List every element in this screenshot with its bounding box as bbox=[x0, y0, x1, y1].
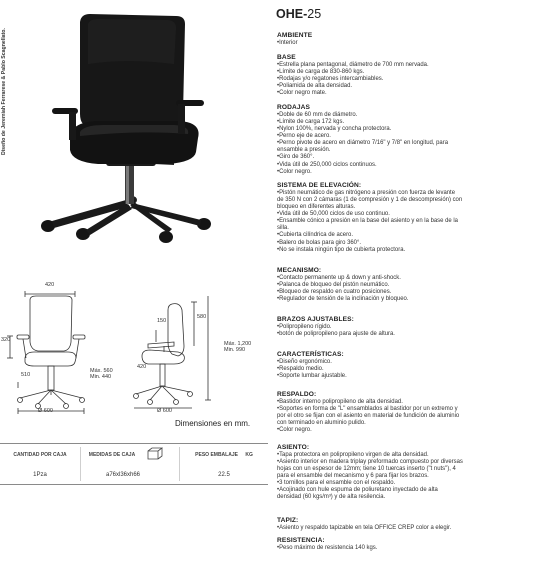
spec-line: •Rodajas y/o regatones intercambiables. bbox=[277, 75, 384, 82]
dim-total-height: Máx. 1,200 Min. 990 bbox=[224, 341, 252, 353]
spec-line: •Estrella plana pentagonal, diámetro de 700 mm nervada. bbox=[277, 61, 429, 68]
designer-credit bbox=[1, 28, 13, 156]
section-tapiz bbox=[277, 517, 532, 532]
spec-line: •Doble de 60 mm de diámetro. bbox=[277, 111, 358, 118]
spec-line: •Límite de carga de 830-860 kgs. bbox=[277, 68, 365, 75]
spec-line: •Contacto permanente up & down y anti-shock. bbox=[277, 274, 401, 281]
spec-line: hojas con un espesor de 12mm; tiene 10 tuercas inserto ("t nuts"), 4 bbox=[277, 465, 456, 472]
section-ambiente bbox=[277, 32, 532, 47]
spec-line: •Acojinado con hule espuma de poliuretano inyectado de alta bbox=[277, 487, 438, 494]
spec-line: •Perno eje de acero. bbox=[277, 132, 331, 139]
section-title: TAPIZ: bbox=[277, 517, 299, 524]
spec-line: •Nylon 100%, nervada y concha protectora. bbox=[277, 125, 392, 132]
spec-line: •Color negro mate. bbox=[277, 90, 327, 97]
section-title: BASE bbox=[277, 54, 296, 61]
spec-line: •No se instala ningún tipo de cubierta protectora. bbox=[277, 246, 406, 253]
spec-line: •Vida útil de 250,000 ciclos continuos. bbox=[277, 161, 377, 168]
section-sistema-elevacion bbox=[277, 182, 532, 254]
dim-side-base-diameter: Ø 600 bbox=[157, 408, 172, 414]
pack-weight-header bbox=[180, 452, 268, 458]
spec-line: •3 tornillos para el ensamble con el respaldo. bbox=[277, 480, 396, 487]
spec-line: •Peso máximo de resistencia 140 kgs. bbox=[277, 544, 378, 551]
section-caracteristicas bbox=[277, 351, 532, 380]
spec-line: •Vida útil de 50,000 ciclos de uso continuo. bbox=[277, 210, 390, 217]
section-title: MECANISMO: bbox=[277, 267, 322, 274]
box-icon bbox=[147, 447, 163, 460]
pack-box-size-value: a76xl36xh66 bbox=[105, 472, 141, 478]
dim-width: 420 bbox=[45, 282, 55, 288]
pack-weight-label: PESO EMBALAJE bbox=[195, 452, 238, 458]
spec-line: •Polipropileno rígido. bbox=[277, 323, 332, 330]
spec-line: •Bloqueo de respaldo en cuatro posiciones. bbox=[277, 288, 392, 295]
section-base bbox=[277, 54, 532, 97]
spec-line: •Tapa protectora en polipropileno virgen de alta densidad. bbox=[277, 451, 429, 458]
spec-line: •Límite de carga 172 kgs. bbox=[277, 118, 345, 125]
dim-arm-height: 320 bbox=[1, 337, 11, 343]
section-respaldo bbox=[277, 391, 532, 434]
spec-line: •Bastidor interno polipropileno de alta densidad. bbox=[277, 398, 403, 405]
section-brazos-ajustables bbox=[277, 316, 532, 338]
spec-line: densidad (60 kgs/m³) y de alta resilencia. bbox=[277, 494, 386, 501]
pack-quantity-value: 1Pza bbox=[33, 472, 47, 478]
pack-weight-unit: KG bbox=[245, 452, 253, 458]
spec-line: bloqueo en diferentes alturas. bbox=[277, 203, 356, 210]
section-title: ASIENTO: bbox=[277, 444, 310, 451]
spec-line: •Color negro. bbox=[277, 168, 312, 175]
spec-line: •Soportes en forma de "L" ensamblados al bastidor por un extremo y bbox=[277, 405, 458, 412]
pack-quantity-header: CANTIDAD POR CAJA bbox=[13, 452, 67, 458]
dimensions-note: Dimensiones en mm. bbox=[175, 419, 251, 428]
section-rodajas bbox=[277, 104, 532, 176]
spec-line: •Regulador de tensión de la inclinación y bloqueo. bbox=[277, 295, 409, 302]
spec-line: •Diseño ergonómico. bbox=[277, 358, 332, 365]
spec-line: •Cubierta cilíndrica de acero. bbox=[277, 232, 354, 239]
spec-line: •Balero de bolas para giro 360°. bbox=[277, 239, 362, 246]
pack-col-weight bbox=[180, 444, 268, 484]
spec-line: de 350 N con 2 cámaras (1 de compresión y 1 de descompresión) con bbox=[277, 196, 463, 203]
spec-line: •Respaldo medio. bbox=[277, 365, 324, 372]
spec-line: •Asiento interior en madera triplay preformado compuesto por diversas bbox=[277, 458, 463, 465]
section-title: BRAZOS AJUSTABLES: bbox=[277, 316, 354, 323]
section-title: CARACTERÍSTICAS: bbox=[277, 351, 344, 358]
designer-credit-text: Diseño de Jeremiah Ferrarese & Pablo Scagnellato. bbox=[1, 28, 7, 155]
spec-line: •Perno pivote de acero en diámetro 7/16" y 7/8" en longitud, para bbox=[277, 140, 449, 147]
packaging-table bbox=[0, 443, 268, 485]
section-title: SISTEMA DE ELEVACIÓN: bbox=[277, 182, 362, 189]
section-mecanismo bbox=[277, 267, 532, 303]
spec-line: •Pistón neumático de gas nitrógeno a presión con fuerza de levante bbox=[277, 189, 456, 196]
model-code bbox=[276, 7, 321, 21]
pack-col-box-size bbox=[81, 444, 179, 484]
section-title: RODAJAS bbox=[277, 104, 310, 111]
spec-line: •Giro de 360°. bbox=[277, 154, 315, 161]
spec-line: •Palanca de bloqueo del pistón neumático. bbox=[277, 281, 390, 288]
spec-line: •Poliamida de alta densidad. bbox=[277, 82, 353, 89]
pack-weight-value: 22.5 bbox=[218, 472, 230, 478]
section-title: RESISTENCIA: bbox=[277, 537, 325, 544]
spec-line: para el ensamble del mecanismo y 6 para fijar los brazos. bbox=[277, 472, 429, 479]
pack-box-size-header: MEDIDAS DE CAJA bbox=[88, 452, 136, 458]
spec-line: •Interior bbox=[277, 39, 298, 46]
spec-line: con terminado en aluminio pulido. bbox=[277, 419, 366, 426]
section-title: RESPALDO: bbox=[277, 391, 317, 398]
spec-line: •Asiento y respaldo tapizable en tela OFFICE CREP color a elegir. bbox=[277, 524, 452, 531]
section-resistencia bbox=[277, 537, 532, 552]
spec-line: •Color negro. bbox=[277, 427, 312, 434]
spec-line: •Ensamble cónico a presión en la base del asiento y en la base de la bbox=[277, 218, 458, 225]
side-view-drawing bbox=[128, 296, 238, 416]
chair-photo bbox=[28, 4, 243, 244]
dim-arm-offset: 150 bbox=[157, 318, 167, 324]
spec-line: por el otro se fijan con el asiento en material de fundición de aluminio bbox=[277, 412, 460, 419]
dim-side-seat-depth: 420 bbox=[137, 364, 147, 370]
model-number: 25 bbox=[307, 7, 322, 21]
dim-seat-height: Máx. 560 Min. 440 bbox=[90, 368, 113, 380]
section-title: AMBIENTE bbox=[277, 32, 313, 39]
pack-col-quantity bbox=[0, 444, 80, 484]
spec-line: •botón de polipropileno para ajuste de altura. bbox=[277, 330, 395, 337]
spec-line: ensamble a presión. bbox=[277, 147, 331, 154]
dim-base-diameter: Ø 600 bbox=[38, 408, 53, 414]
spec-line: silla. bbox=[277, 225, 289, 232]
model-prefix: OHE- bbox=[276, 7, 308, 21]
dim-back-height: 580 bbox=[197, 314, 207, 320]
section-asiento bbox=[277, 444, 532, 502]
front-view-drawing bbox=[0, 280, 125, 420]
spec-line: •Soporte lumbar ajustable. bbox=[277, 372, 347, 379]
dim-seat-depth: 510 bbox=[21, 372, 31, 378]
